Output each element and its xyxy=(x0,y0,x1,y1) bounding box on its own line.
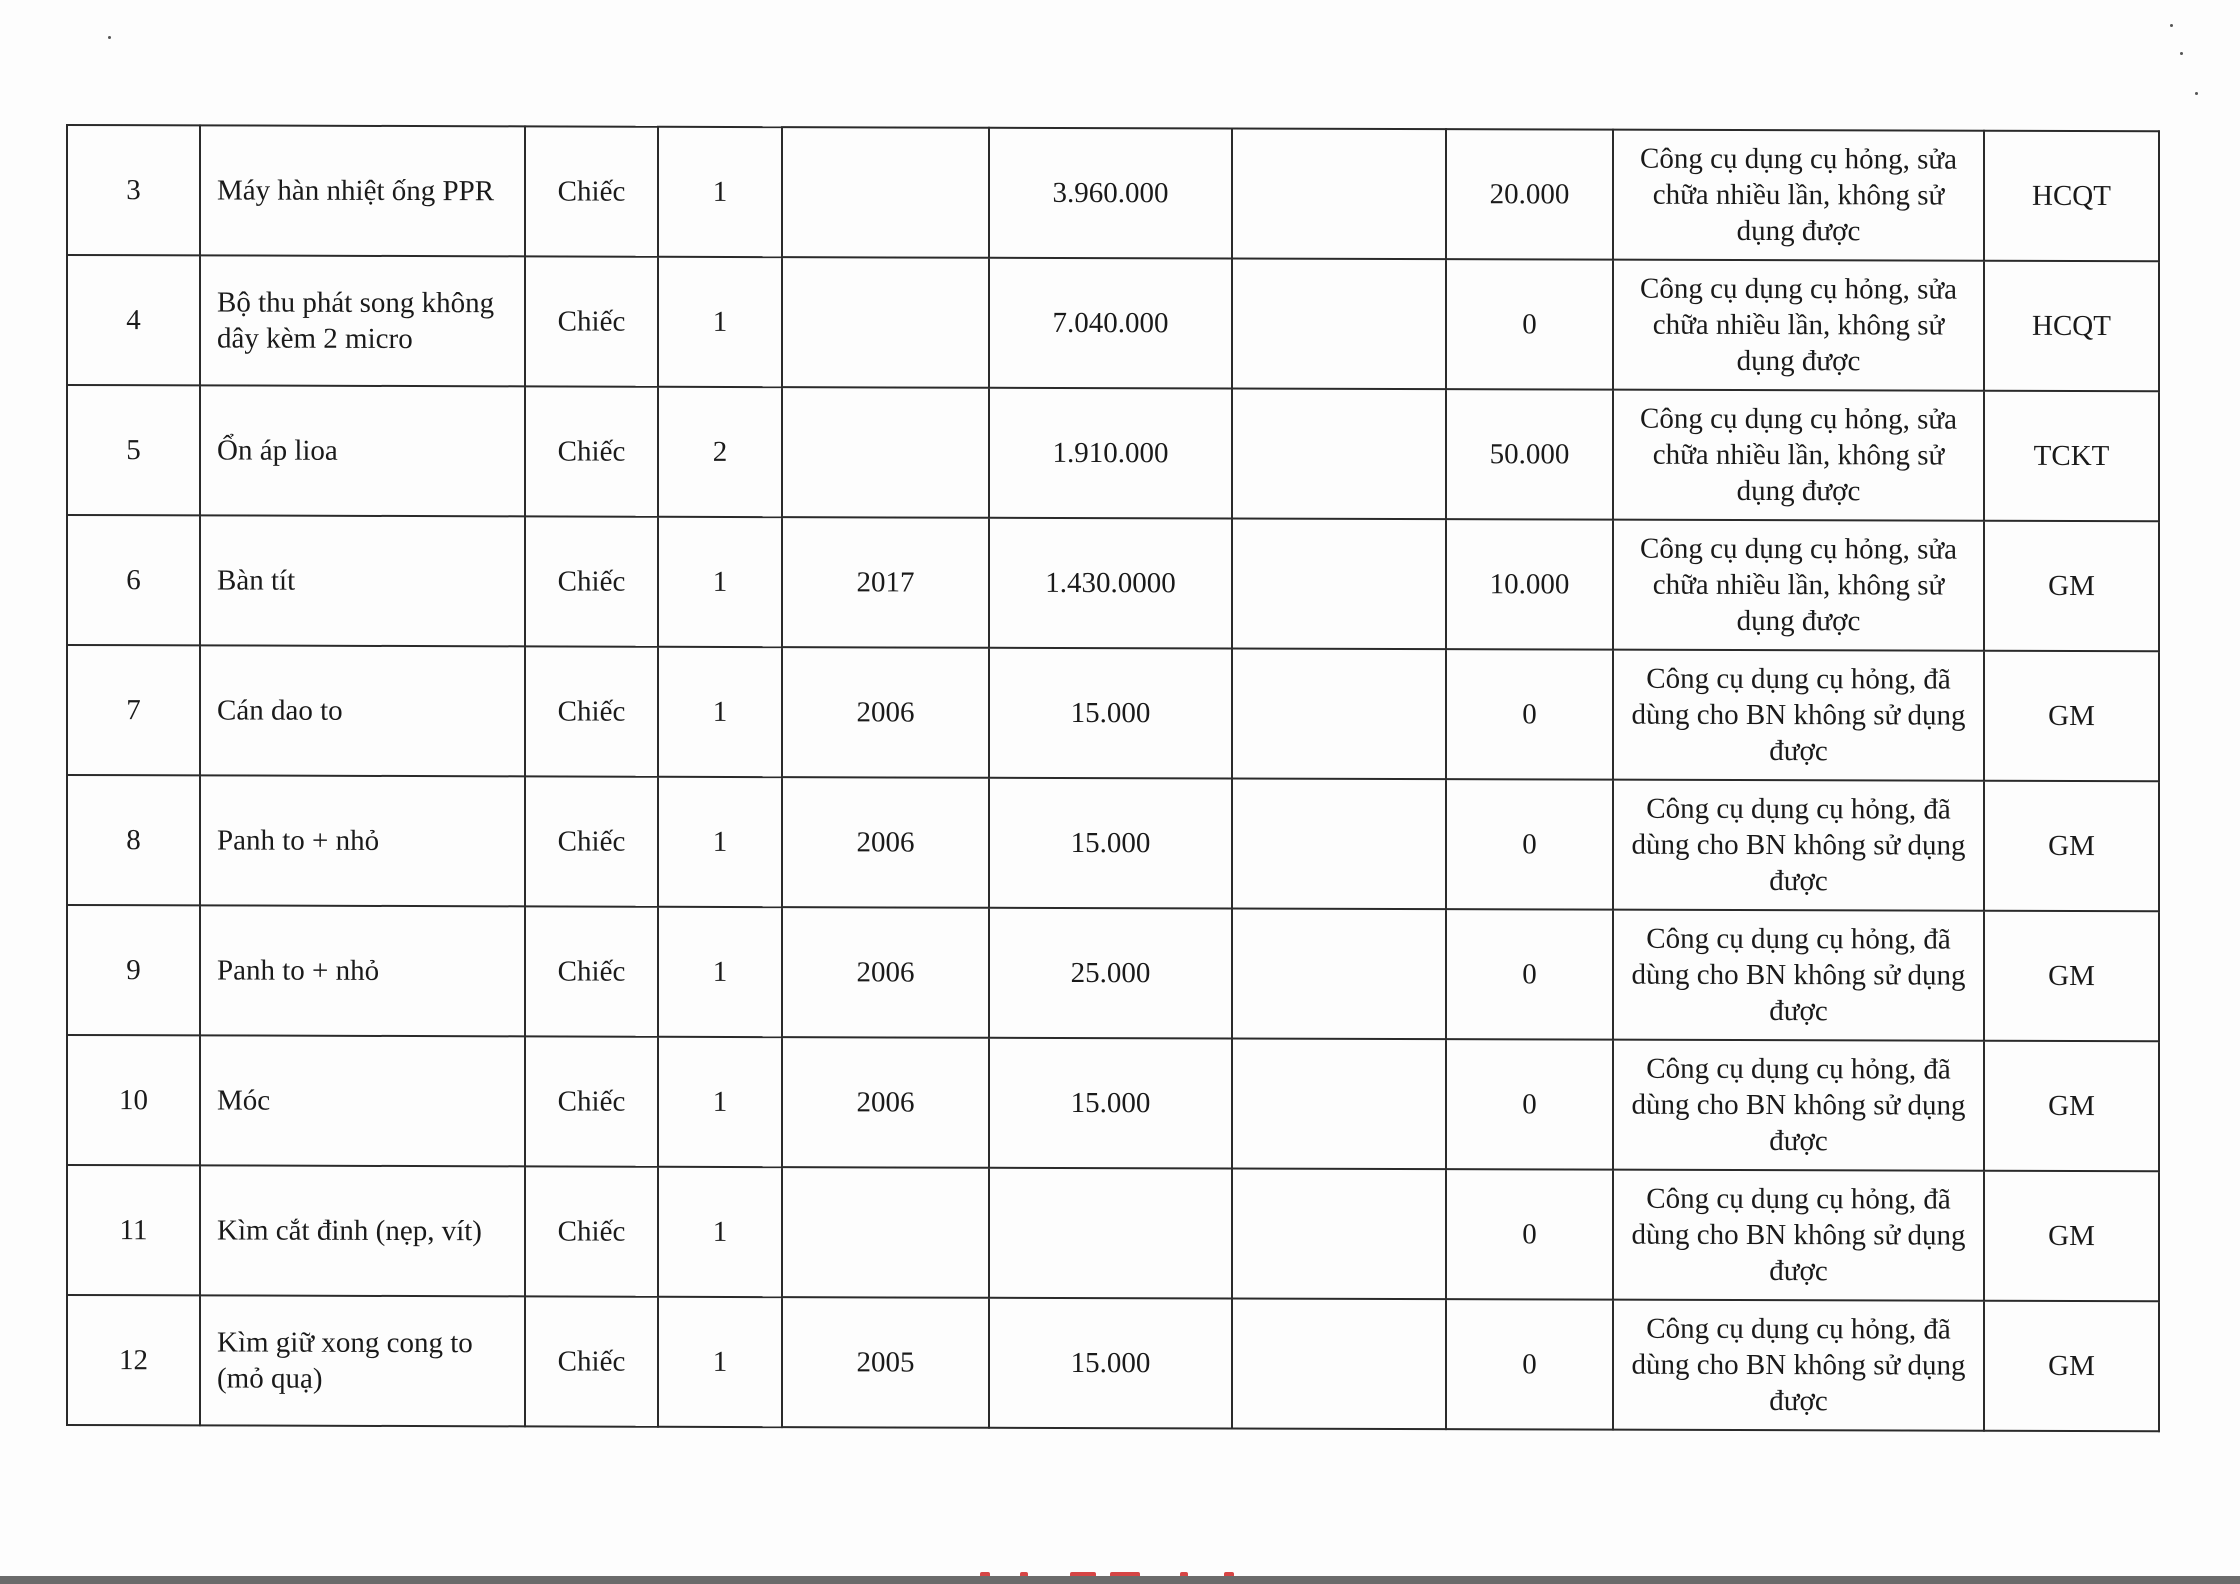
table-row xyxy=(67,385,2159,521)
table-row xyxy=(67,1165,2159,1301)
cell-recovered-value: 0 xyxy=(1446,1039,1613,1169)
cell-department: HCQT xyxy=(1984,261,2159,392)
cell-department: GM xyxy=(1984,781,2159,912)
cell-quantity: 1 xyxy=(658,777,782,907)
cell-original-value: 15.000 xyxy=(989,648,1232,779)
cell-unit: Chiếc xyxy=(525,386,658,516)
cell-stt: 8 xyxy=(67,775,200,905)
cell-remaining-value xyxy=(1232,908,1446,1039)
cell-original-value: 1.910.000 xyxy=(989,388,1232,519)
cell-recovered-value: 50.000 xyxy=(1446,389,1613,519)
cell-year: 2006 xyxy=(782,647,989,778)
cell-original-value: 15.000 xyxy=(989,1298,1232,1429)
cell-status-note: Công cụ dụng cụ hỏng, sửa chữa nhiều lần, không sử dụng được xyxy=(1613,390,1984,521)
cell-quantity: 1 xyxy=(658,127,782,257)
cell-item-name: Cán dao to xyxy=(200,645,525,776)
cell-remaining-value xyxy=(1232,258,1446,389)
table-row xyxy=(67,905,2159,1041)
cell-original-value: 7.040.000 xyxy=(989,258,1232,389)
cell-department: GM xyxy=(1984,1041,2159,1172)
cell-quantity: 1 xyxy=(658,907,782,1037)
scan-bottom-edge xyxy=(0,1576,2240,1584)
cell-quantity: 1 xyxy=(658,647,782,777)
cell-item-name: Panh to + nhỏ xyxy=(200,905,525,1036)
cell-original-value: 25.000 xyxy=(989,908,1232,1039)
cell-stt: 10 xyxy=(67,1035,200,1165)
cell-quantity: 1 xyxy=(658,1037,782,1167)
cell-recovered-value: 0 xyxy=(1446,259,1613,389)
cell-department: TCKT xyxy=(1984,391,2159,522)
cell-unit: Chiếc xyxy=(525,1296,658,1426)
cell-stt: 7 xyxy=(67,645,200,775)
cell-year: 2005 xyxy=(782,1297,989,1428)
cell-unit: Chiếc xyxy=(525,256,658,386)
cell-quantity: 1 xyxy=(658,257,782,387)
cell-department: HCQT xyxy=(1984,131,2159,262)
cell-stt: 4 xyxy=(67,255,200,385)
cell-original-value: 15.000 xyxy=(989,1038,1232,1169)
cell-remaining-value xyxy=(1232,518,1446,649)
cell-item-name: Panh to + nhỏ xyxy=(200,775,525,906)
cell-unit: Chiếc xyxy=(525,1036,658,1166)
cell-status-note: Công cụ dụng cụ hỏng, đã dùng cho BN không sử dụng được xyxy=(1613,1040,1984,1171)
cell-item-name: Bộ thu phát song không dây kèm 2 micro xyxy=(200,255,525,386)
inventory-table-body xyxy=(67,125,2159,1431)
cell-year: 2006 xyxy=(782,907,989,1038)
cell-year: 2017 xyxy=(782,517,989,648)
cell-remaining-value xyxy=(1232,1038,1446,1169)
cell-stt: 5 xyxy=(67,385,200,515)
cell-year: 2006 xyxy=(782,1037,989,1168)
cell-stt: 11 xyxy=(67,1165,200,1295)
cell-recovered-value: 20.000 xyxy=(1446,129,1613,259)
cell-department: GM xyxy=(1984,1301,2159,1432)
cell-unit: Chiếc xyxy=(525,516,658,646)
cell-department: GM xyxy=(1984,1171,2159,1302)
cell-recovered-value: 0 xyxy=(1446,1299,1613,1429)
cell-original-value: 3.960.000 xyxy=(989,128,1232,259)
table-row xyxy=(67,255,2159,391)
cell-status-note: Công cụ dụng cụ hỏng, đã dùng cho BN không sử dụng được xyxy=(1613,910,1984,1041)
cell-recovered-value: 0 xyxy=(1446,779,1613,909)
cell-quantity: 2 xyxy=(658,387,782,517)
cell-stt: 9 xyxy=(67,905,200,1035)
cell-unit: Chiếc xyxy=(525,776,658,906)
cell-department: GM xyxy=(1984,651,2159,782)
cell-year xyxy=(782,257,989,388)
cell-status-note: Công cụ dụng cụ hỏng, sửa chữa nhiều lần, không sử dụng được xyxy=(1613,130,1984,261)
cell-stt: 6 xyxy=(67,515,200,645)
cell-department: GM xyxy=(1984,911,2159,1042)
table-row xyxy=(67,515,2159,651)
cell-department: GM xyxy=(1984,521,2159,652)
scan-speck xyxy=(108,36,111,39)
cell-original-value xyxy=(989,1168,1232,1299)
cell-year xyxy=(782,387,989,518)
table-row xyxy=(67,775,2159,911)
scan-speck xyxy=(2195,92,2198,95)
cell-year xyxy=(782,1167,989,1298)
inventory-table xyxy=(66,124,2160,1432)
cell-status-note: Công cụ dụng cụ hỏng, đã dùng cho BN không sử dụng được xyxy=(1613,780,1984,911)
table-row xyxy=(67,1035,2159,1171)
cell-item-name: Máy hàn nhiệt ống PPR xyxy=(200,125,525,256)
scan-speck xyxy=(2170,24,2173,27)
cell-original-value: 1.430.0000 xyxy=(989,518,1232,649)
cell-unit: Chiếc xyxy=(525,646,658,776)
cell-status-note: Công cụ dụng cụ hỏng, sửa chữa nhiều lần, không sử dụng được xyxy=(1613,520,1984,651)
cell-recovered-value: 0 xyxy=(1446,649,1613,779)
cell-item-name: Bàn tít xyxy=(200,515,525,646)
cell-recovered-value: 0 xyxy=(1446,909,1613,1039)
cell-quantity: 1 xyxy=(658,517,782,647)
cell-stt: 3 xyxy=(67,125,200,255)
cell-remaining-value xyxy=(1232,778,1446,909)
cell-unit: Chiếc xyxy=(525,1166,658,1296)
cell-year xyxy=(782,127,989,258)
cell-original-value: 15.000 xyxy=(989,778,1232,909)
cell-remaining-value xyxy=(1232,1298,1446,1429)
inventory-table-wrapper xyxy=(66,124,2158,1432)
cell-remaining-value xyxy=(1232,128,1446,259)
cell-remaining-value xyxy=(1232,388,1446,519)
cell-remaining-value xyxy=(1232,1168,1446,1299)
cell-remaining-value xyxy=(1232,648,1446,779)
cell-status-note: Công cụ dụng cụ hỏng, sửa chữa nhiều lần, không sử dụng được xyxy=(1613,260,1984,391)
table-row xyxy=(67,1295,2159,1431)
cell-item-name: Móc xyxy=(200,1035,525,1166)
cell-unit: Chiếc xyxy=(525,906,658,1036)
cell-status-note: Công cụ dụng cụ hỏng, đã dùng cho BN không sử dụng được xyxy=(1613,650,1984,781)
cell-year: 2006 xyxy=(782,777,989,908)
cell-status-note: Công cụ dụng cụ hỏng, đã dùng cho BN không sử dụng được xyxy=(1613,1170,1984,1301)
table-row xyxy=(67,125,2159,261)
cell-item-name: Kìm cắt đinh (nẹp, vít) xyxy=(200,1165,525,1296)
cell-item-name: Kìm giữ xong cong to (mỏ quạ) xyxy=(200,1295,525,1426)
table-row xyxy=(67,645,2159,781)
cell-item-name: Ổn áp lioa xyxy=(200,385,525,516)
cell-unit: Chiếc xyxy=(525,126,658,256)
scan-speck xyxy=(2180,52,2183,55)
cell-stt: 12 xyxy=(67,1295,200,1425)
cell-quantity: 1 xyxy=(658,1297,782,1427)
cell-status-note: Công cụ dụng cụ hỏng, đã dùng cho BN không sử dụng được xyxy=(1613,1300,1984,1431)
cell-recovered-value: 0 xyxy=(1446,1169,1613,1299)
cell-quantity: 1 xyxy=(658,1167,782,1297)
cell-recovered-value: 10.000 xyxy=(1446,519,1613,649)
